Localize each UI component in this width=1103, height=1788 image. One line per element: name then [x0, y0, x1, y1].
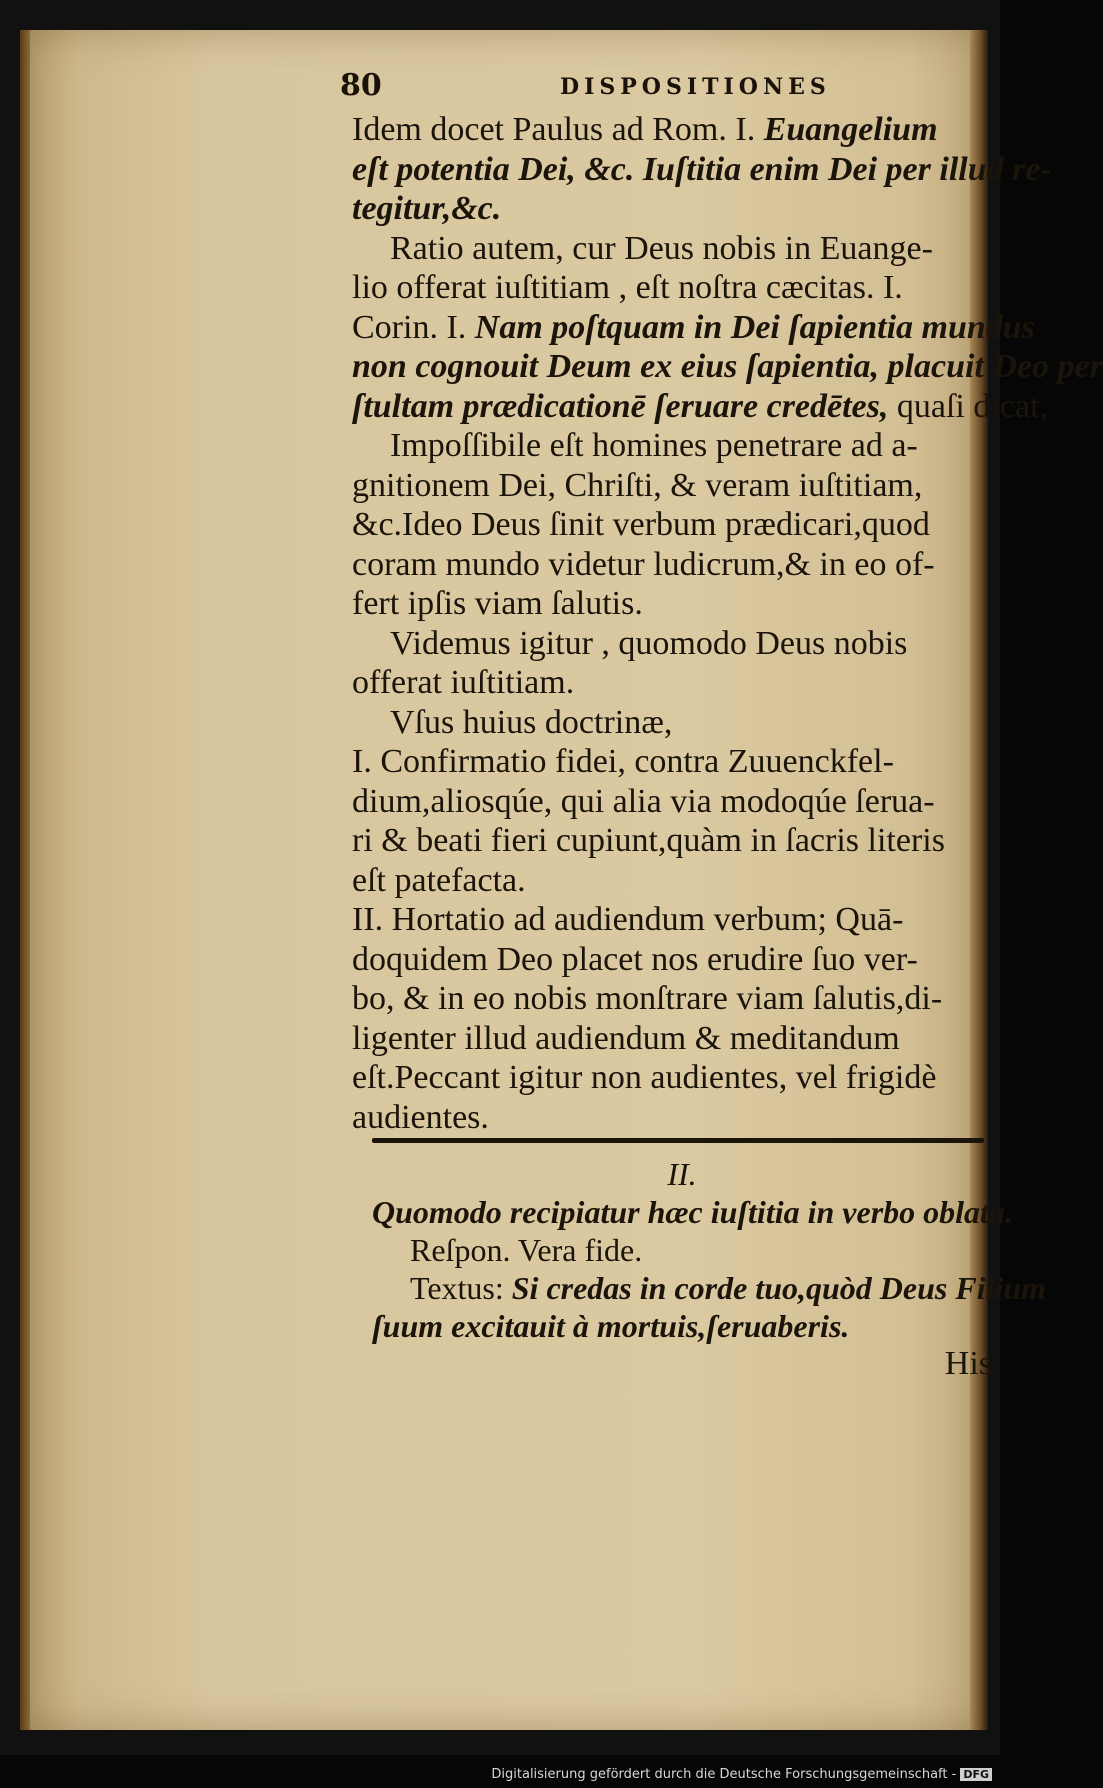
text-line — [352, 782, 992, 822]
text-line — [352, 466, 992, 506]
catchword: His — [944, 1345, 992, 1382]
page-gutter — [20, 30, 30, 1730]
dfg-logo: DFG — [960, 1768, 992, 1781]
text-line — [352, 1058, 992, 1098]
text-line — [352, 584, 992, 624]
text-line — [352, 940, 992, 980]
page-number: 80 — [340, 68, 382, 103]
roman-segment: ri & beati fieri cupiunt,quàm in ſacris literis — [352, 822, 945, 859]
roman-segment: offerat iuſtitiam. — [352, 664, 575, 701]
italic-segment: ſtultam prædicationē ſeruare credētes, — [352, 387, 889, 425]
roman-segment: Videmus igitur , quomodo Deus nobis — [390, 624, 908, 662]
text-line — [352, 308, 1035, 348]
text-line — [352, 742, 992, 782]
italic-segment: non cognouit Deum ex eius ſapientia, placuit Deo per — [352, 348, 1103, 385]
italic-segment: Nam poſtquam in Dei ſapientia mundus — [474, 308, 1035, 346]
roman-segment: lio offerat iuſtitiam , eſt noſtra cæcitas. I. — [352, 269, 903, 306]
roman-segment: eſt.Peccant igitur non audientes, vel frigidè — [352, 1059, 937, 1096]
textus-text-2: ſuum excitauit à mortuis,ſeruaberis. — [372, 1308, 850, 1344]
roman-segment: Ratio autem, cur Deus nobis in Euange- — [390, 229, 933, 267]
italic-segment: Euangelium — [763, 111, 938, 148]
section-two — [372, 1155, 1047, 1383]
text-line — [352, 1098, 992, 1138]
footer-text: Digitalisierung gefördert durch die Deutsche Forschungsgemeinschaft - — [491, 1767, 957, 1782]
text-line — [352, 979, 992, 1019]
response-line — [372, 1231, 992, 1269]
roman-segment: Corin. I. — [352, 308, 475, 346]
roman-segment: coram mundo videtur ludicrum,& in eo of- — [352, 545, 935, 583]
text-line — [352, 703, 992, 743]
roman-segment: gnitionem Dei, Chriſti, & veram iuſtitiam, — [352, 466, 923, 504]
text-line — [352, 268, 992, 308]
roman-segment: bo, & in eo nobis monſtrare viam ſalutis,di- — [352, 980, 943, 1017]
roman-segment: Idem docet Paulus ad Rom. I. — [352, 111, 764, 148]
textus-text-1: Si credas in corde tuo,quòd Deus Filium — [511, 1270, 1047, 1306]
text-line — [352, 545, 992, 585]
roman-segment: Vſus huius doctrinæ, — [390, 703, 673, 741]
text-line — [352, 900, 992, 940]
roman-segment: audientes. — [352, 1098, 489, 1136]
roman-segment: I. Confirmatio fidei, contra Zuuenckfel- — [352, 743, 894, 780]
text-line — [352, 861, 992, 901]
roman-segment: eſt patefacta. — [352, 861, 526, 899]
text-line — [352, 229, 992, 269]
response-text: Vera fide. — [517, 1232, 643, 1268]
text-line — [352, 387, 1048, 427]
running-title: DISPOSITIONES — [560, 74, 831, 100]
roman-segment: ligenter illud audiendum & meditandum — [352, 1019, 900, 1057]
italic-segment: tegitur,&c. — [352, 190, 502, 227]
text-line — [352, 505, 992, 545]
roman-segment: quaſi dicat, — [888, 387, 1048, 425]
roman-segment: &c.Ideo Deus ſinit verbum prædicari,quod — [352, 506, 930, 543]
roman-segment: fert ipſis viam ſalutis. — [352, 585, 643, 622]
text-line — [352, 189, 992, 229]
textus-label: Textus: — [410, 1270, 512, 1306]
section-question: Quomodo recipiatur hæc iuſtitia in verbo oblata. — [372, 1194, 1013, 1230]
response-label: Reſpon. — [410, 1232, 518, 1268]
italic-segment: eſt potentia Dei, &c. Iuſtitia enim Dei per illud re- — [352, 150, 1052, 188]
text-line — [352, 347, 1103, 387]
roman-segment: II. Hortatio ad audiendum verbum; Quā- — [352, 901, 904, 938]
section-number: II. — [667, 1156, 697, 1192]
text-line — [352, 110, 992, 150]
roman-segment: doquidem Deo placet nos erudire ſuo ver- — [352, 940, 918, 978]
section-rule — [372, 1138, 984, 1143]
roman-segment: Impoſſibile eſt homines penetrare ad a- — [390, 427, 918, 464]
text-line — [352, 663, 992, 703]
text-line — [352, 821, 992, 861]
digitization-footer — [491, 1767, 992, 1782]
textus-line-1 — [372, 1269, 1047, 1307]
text-line — [352, 1019, 992, 1059]
text-line — [352, 624, 992, 664]
roman-segment: dium,aliosqúe, qui alia via modoqúe ſerua- — [352, 782, 935, 820]
body-text — [352, 110, 1103, 1137]
page-header — [340, 68, 960, 108]
text-line — [352, 150, 1052, 190]
text-line — [352, 426, 992, 466]
